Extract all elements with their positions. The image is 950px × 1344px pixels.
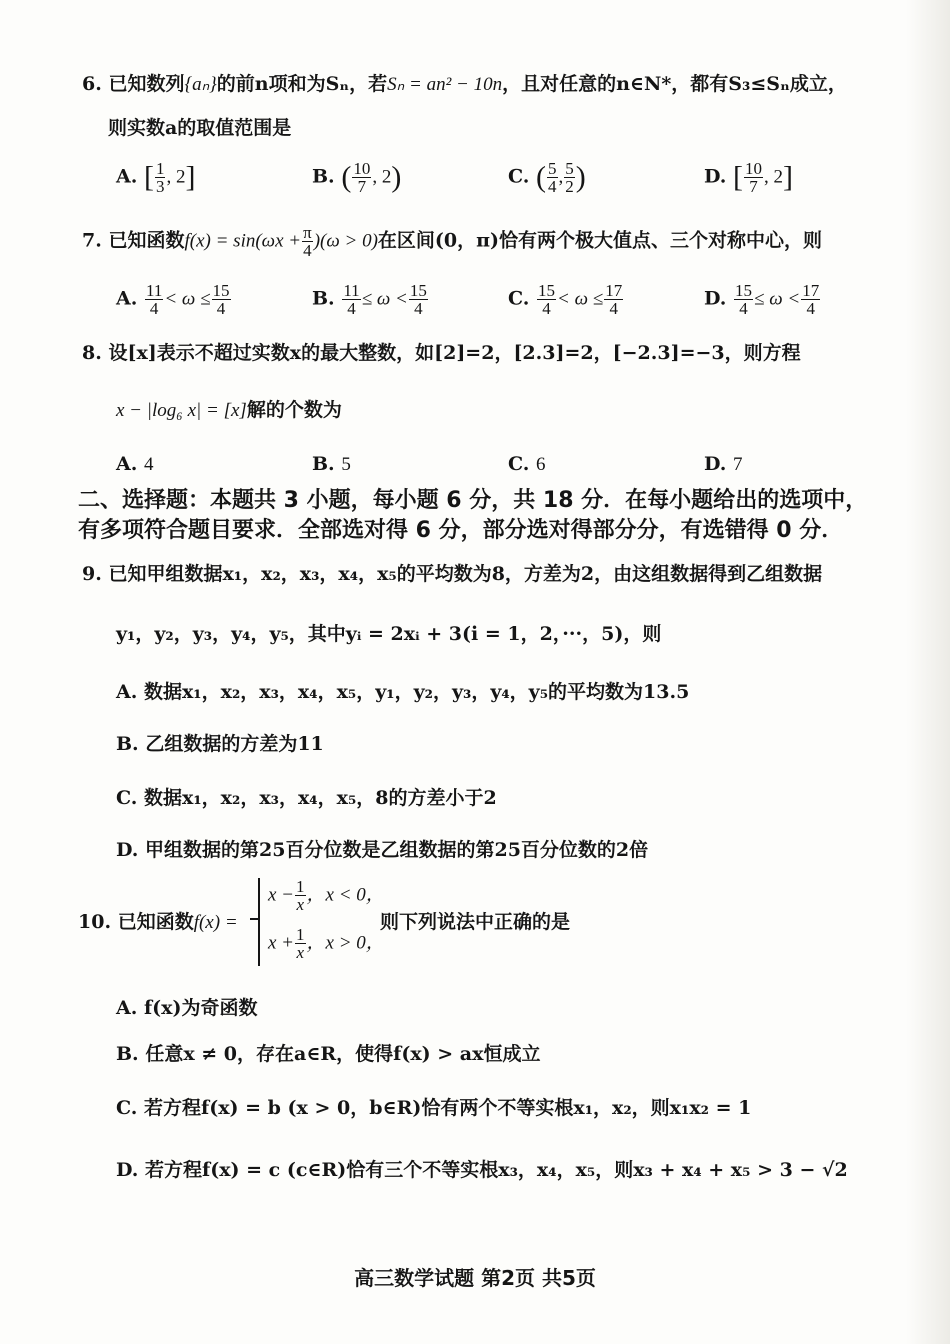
q7-formula-a: f(x) = sin(ωx + xyxy=(184,230,302,252)
q6-seq: {aₙ} xyxy=(184,74,217,95)
relation: < ω ≤ xyxy=(557,288,604,310)
page-footer: 高三数学试题 第2页 共5页 xyxy=(354,1266,596,1290)
option-label: A. xyxy=(116,453,138,475)
option-label: C. xyxy=(508,165,530,188)
q8-line2 xyxy=(116,398,342,423)
bracket: ] xyxy=(185,160,196,194)
q10-number: 10. xyxy=(78,911,112,933)
option-label: B. xyxy=(116,733,139,755)
q7-option-b[interactable] xyxy=(312,282,429,317)
q7-option-d[interactable] xyxy=(704,282,821,317)
option-label: D. xyxy=(116,839,139,861)
case-cond: ，x > 0， xyxy=(306,932,385,954)
option-label: A. xyxy=(116,287,138,310)
q8-text: 设[x]表示不超过实数x的最大整数，如[2]=2，[2.3]=2，[−2.3]=−3，则方程 xyxy=(108,342,801,364)
bracket: ) xyxy=(391,160,402,194)
fraction: $\frac{5}{4}$ xyxy=(548,159,557,196)
option-label: C. xyxy=(116,1097,138,1119)
q6-line1 xyxy=(82,72,847,97)
fraction: $\frac{10}{7}$ xyxy=(745,159,763,196)
relation: ≤ ω < xyxy=(754,288,801,310)
q7-formula-b: )(ω > 0) xyxy=(313,230,378,252)
q8-option-a[interactable] xyxy=(116,452,153,477)
option-label: B. xyxy=(312,165,335,188)
q9-line1 xyxy=(82,562,822,586)
bracket: [ xyxy=(143,160,154,194)
fraction: $\frac{17}{4}$ xyxy=(605,281,623,318)
q8-option-b[interactable] xyxy=(312,452,351,477)
option-text: 数据x₁，x₂，x₃，x₄，x₅，y₁，y₂，y₃，y₄，y₅的平均数为13.5 xyxy=(143,681,690,703)
option-label: B. xyxy=(116,1043,139,1065)
q7-text-a: 已知函数 xyxy=(108,229,185,252)
bracket: ( xyxy=(536,160,547,194)
option-text: 甲组数据的第25百分位数是乙组数据的第25百分位数的2倍 xyxy=(145,839,649,861)
q8-option-d[interactable] xyxy=(704,452,743,477)
fraction: $\frac{1}{3}$ xyxy=(155,159,165,196)
q10-option-b[interactable] xyxy=(116,1042,540,1066)
fraction: $\frac{15}{4}$ xyxy=(409,281,427,318)
option-value: 5 xyxy=(341,454,351,475)
option-label: D. xyxy=(116,1159,139,1181)
option-label: A. xyxy=(116,997,138,1019)
fraction: $\frac{10}{7}$ xyxy=(353,159,371,196)
section2-line1: 二、选择题：本题共 3 小题，每小题 6 分，共 18 分．在每小题给出的选项中， xyxy=(78,488,868,513)
q10-option-a[interactable] xyxy=(116,996,257,1020)
option-label: A. xyxy=(116,681,138,703)
q8-line1 xyxy=(82,341,801,365)
pi-fraction: $\frac{\pi}{4}$ xyxy=(303,223,312,260)
option-label: D. xyxy=(704,165,727,188)
q6-text-a: 已知数列 xyxy=(108,73,185,95)
option-value: 6 xyxy=(536,454,546,475)
q9-text: 已知甲组数据x₁，x₂，x₃，x₄，x₅的平均数为8，方差为2，由这组数据得到乙组数据 xyxy=(108,563,823,585)
q7-number: 7. xyxy=(82,229,102,252)
q6-option-b[interactable] xyxy=(312,160,401,195)
page-edge-shadow xyxy=(906,0,950,1344)
bracket: [ xyxy=(733,160,744,194)
q7-text-b: 在区间(0，π)恰有两个极大值点、三个对称中心，则 xyxy=(377,229,823,252)
relation: < ω ≤ xyxy=(164,288,211,310)
option-rest: , xyxy=(558,166,564,188)
q9-option-b[interactable] xyxy=(116,732,324,756)
q10-line1 xyxy=(78,910,238,935)
bracket: ) xyxy=(575,160,586,194)
q9-option-a[interactable] xyxy=(116,680,689,704)
q6-option-c[interactable] xyxy=(508,160,586,195)
q7-line1 xyxy=(82,224,822,259)
fraction: $\frac{15}{4}$ xyxy=(538,281,556,318)
q10-option-d[interactable] xyxy=(116,1158,848,1182)
q8-number: 8. xyxy=(82,342,102,364)
fraction: $\frac{15}{4}$ xyxy=(735,281,753,318)
q9-line2: y₁，y₂，y₃，y₄，y₅，其中yᵢ = 2xᵢ + 3(i = 1，2，···，5)，则 xyxy=(116,623,662,645)
option-rest: , 2 xyxy=(764,166,784,188)
q7-option-a[interactable] xyxy=(116,282,232,317)
piecewise-brace xyxy=(258,878,268,966)
fraction: $\frac{5}{2}$ xyxy=(565,159,574,196)
fraction: $\frac{1}{x}$ xyxy=(296,925,305,962)
option-label: D. xyxy=(704,287,727,310)
option-text: f(x)为奇函数 xyxy=(143,997,258,1019)
q6-text-b: 的前n项和为Sₙ，若 xyxy=(216,73,388,95)
q10-case1 xyxy=(268,878,385,913)
q7-option-c[interactable] xyxy=(508,282,624,317)
q6-option-d[interactable] xyxy=(704,160,793,195)
option-label: C. xyxy=(508,453,530,475)
q10-fx: f(x) = xyxy=(193,912,238,933)
option-rest: , 2 xyxy=(166,166,186,188)
relation: ≤ ω < xyxy=(361,288,408,310)
option-text: 数据x₁，x₂，x₃，x₄，x₅，8的方差小于2 xyxy=(144,787,497,809)
option-text: 任意x ≠ 0，存在a∈R，使得f(x) > ax恒成立 xyxy=(145,1043,541,1065)
option-label: C. xyxy=(508,287,530,310)
q10-text-a: 已知函数 xyxy=(117,911,194,933)
q6-line2: 则实数a的取值范围是 xyxy=(108,117,292,139)
option-value: 7 xyxy=(733,454,743,475)
case-expr: x − xyxy=(268,884,295,906)
fraction: $\frac{17}{4}$ xyxy=(802,281,820,318)
fraction: $\frac{15}{4}$ xyxy=(212,281,230,318)
q6-option-a[interactable] xyxy=(116,160,195,195)
q9-option-d[interactable] xyxy=(116,838,648,862)
fraction: $\frac{11}{4}$ xyxy=(343,281,360,318)
case-cond: ，x < 0， xyxy=(306,884,385,906)
bracket: ( xyxy=(341,160,352,194)
option-text: 若方程f(x) = b (x > 0，b∈R)恰有两个不等实根x₁，x₂，则x₁x₂ = 1 xyxy=(144,1097,752,1119)
bracket: ] xyxy=(783,160,794,194)
q9-option-c[interactable] xyxy=(116,786,497,810)
q9-number: 9. xyxy=(82,563,102,585)
q8-text-b: 解的个数为 xyxy=(246,399,342,421)
fraction: $\frac{11}{4}$ xyxy=(145,281,163,318)
q8-option-c[interactable] xyxy=(508,452,546,477)
q10-post: 则下列说法中正确的是 xyxy=(380,911,571,933)
case-expr: x + xyxy=(268,932,295,954)
option-rest: , 2 xyxy=(372,166,392,188)
section2-line2: 有多项符合题目要求．全部选对得 6 分，部分选对得部分分，有选错得 0 分． xyxy=(78,518,844,543)
option-text: 乙组数据的方差为11 xyxy=(145,733,324,755)
q10-option-c[interactable] xyxy=(116,1096,751,1120)
q10-case2 xyxy=(268,926,385,961)
option-label: B. xyxy=(312,453,335,475)
q6-number: 6. xyxy=(82,73,102,95)
q8-formula: x − |log₆ x| = [x] xyxy=(116,400,247,421)
q6-text-c: ，且对任意的n∈N*，都有S₃≤Sₙ成立， xyxy=(502,73,847,95)
option-label: B. xyxy=(312,287,335,310)
option-value: 4 xyxy=(143,454,154,475)
option-label: A. xyxy=(116,165,138,188)
fraction: $\frac{1}{x}$ xyxy=(296,877,305,914)
option-label: D. xyxy=(704,453,727,475)
option-label: C. xyxy=(116,787,138,809)
q6-formula: Sₙ = an² − 10n xyxy=(387,74,503,95)
option-text: 若方程f(x) = c (c∈R)恰有三个不等实根x₃，x₄，x₅，则x₃ + x₄ + x₅ > 3 − √2 xyxy=(145,1159,848,1181)
